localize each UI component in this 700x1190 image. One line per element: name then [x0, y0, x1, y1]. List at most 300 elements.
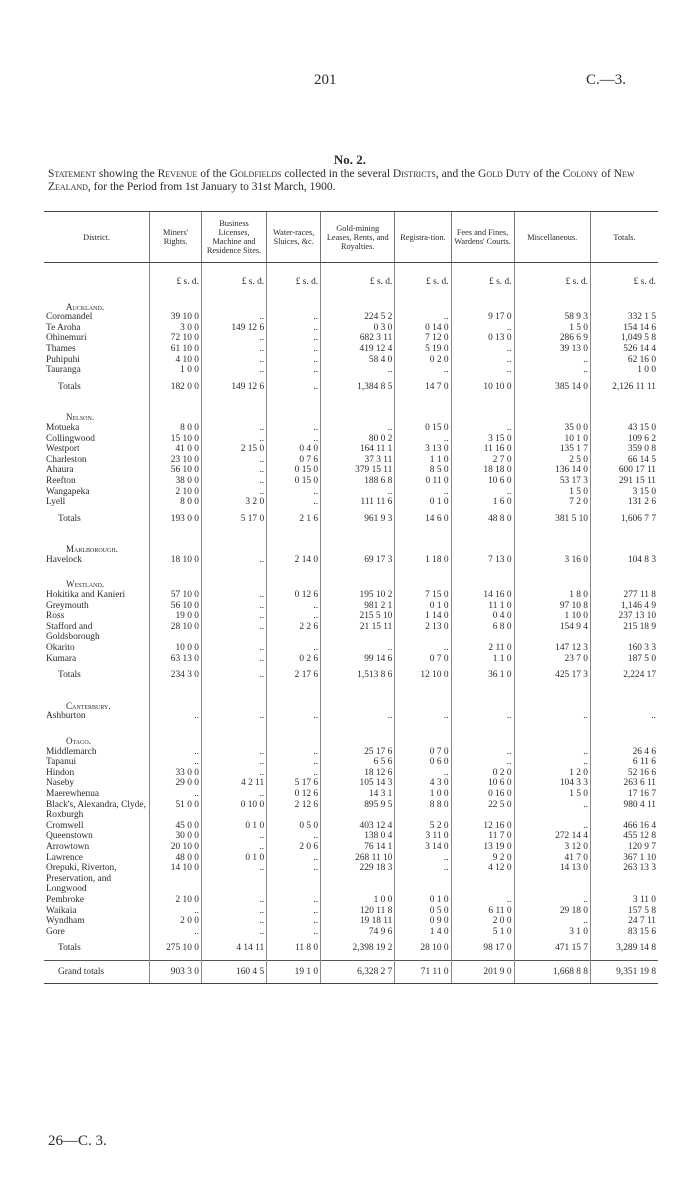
amount-cell: 0 4 0	[451, 611, 514, 622]
amount-cell: 33 0 0	[150, 768, 202, 779]
amount-cell	[514, 288, 590, 313]
table-row	[44, 555, 658, 566]
amount-cell: 24 7 11	[590, 916, 658, 927]
amount-cell: ..	[267, 497, 321, 508]
amount-cell: 1 5 0	[514, 323, 590, 334]
amount-cell: 195 10 2	[321, 590, 395, 601]
amount-cell: ..	[451, 487, 514, 498]
amount-cell: 135 1 7	[514, 444, 590, 455]
amount-cell: 895 9 5	[321, 800, 395, 821]
amount-cell: 98 17 0	[451, 937, 514, 960]
amount-cell: 1 0 0	[321, 895, 395, 906]
amount-cell: ..	[395, 853, 451, 864]
amount-cell: ..	[395, 312, 451, 323]
amount-cell: 7 2 0	[514, 497, 590, 508]
amount-cell: £ s. d.	[451, 263, 514, 288]
table-row	[44, 423, 658, 434]
amount-cell: 3 0 0	[150, 323, 202, 334]
amount-cell: 275 10 0	[150, 937, 202, 960]
amount-cell	[267, 288, 321, 313]
section-heading-row	[44, 565, 658, 590]
district-cell: Kumara	[46, 653, 77, 664]
amount-cell: 403 12 4	[321, 821, 395, 832]
amount-cell: ..	[201, 455, 266, 466]
amount-cell: 58 9 3	[514, 312, 590, 323]
amount-cell	[150, 565, 202, 590]
table-row	[44, 916, 658, 927]
district-cell: Collingwood	[46, 433, 95, 444]
amount-cell: 8 0 0	[150, 423, 202, 434]
table-row	[44, 768, 658, 779]
amount-cell	[150, 288, 202, 313]
table-row	[44, 497, 658, 508]
amount-cell	[451, 722, 514, 747]
amount-cell: 154 9 4	[514, 622, 590, 643]
amount-cell: 154 14 6	[590, 323, 658, 334]
amount-cell: 229 18 3	[321, 863, 395, 895]
amount-cell: 0 5 0	[267, 821, 321, 832]
district-cell: Lyell	[46, 497, 66, 508]
amount-cell: 37 3 11	[321, 455, 395, 466]
amount-cell: £ s. d.	[514, 263, 590, 288]
amount-cell: 0 2 6	[267, 654, 321, 665]
amount-cell	[395, 722, 451, 747]
amount-cell: 1 14 0	[395, 611, 451, 622]
amount-cell: 367 1 10	[590, 853, 658, 864]
column-header: Fees and Fines, Wardens' Courts.	[451, 212, 514, 263]
amount-cell: 0 15 0	[395, 423, 451, 434]
amount-cell: 2,126 11 11	[590, 376, 658, 399]
amount-cell: 56 10 0	[150, 601, 202, 612]
amount-cell: 359 0 8	[590, 444, 658, 455]
amount-cell: 62 16 0	[590, 355, 658, 366]
amount-cell: 1 10 0	[514, 611, 590, 622]
district-cell: Te Aroha	[46, 322, 81, 333]
amount-cell: 7 15 0	[395, 590, 451, 601]
amount-cell: 147 12 3	[514, 643, 590, 654]
table-header-row	[44, 212, 658, 263]
amount-cell: ..	[267, 601, 321, 612]
amount-cell: 36 1 0	[451, 664, 514, 687]
amount-cell: 29 0 0	[150, 778, 202, 789]
amount-cell	[590, 530, 658, 555]
amount-cell: 2 13 0	[395, 622, 451, 643]
district-cell: Tapanui	[46, 757, 77, 768]
totals-row	[44, 664, 658, 687]
table-row	[44, 757, 658, 768]
amount-cell: 0 1 0	[395, 601, 451, 612]
amount-cell: ..	[201, 906, 266, 917]
amount-cell	[451, 288, 514, 313]
amount-cell	[150, 687, 202, 712]
table-row	[44, 895, 658, 906]
amount-cell: 0 1 0	[201, 853, 266, 864]
amount-cell: ..	[590, 711, 658, 722]
amount-cell	[451, 398, 514, 423]
amount-cell: 2 15 0	[201, 444, 266, 455]
amount-cell: 3 13 0	[395, 444, 451, 455]
amount-cell: 14 10 0	[150, 863, 202, 895]
amount-cell	[451, 530, 514, 555]
caption-part: showing the	[95, 168, 158, 180]
amount-cell: ..	[514, 916, 590, 927]
amount-cell: 268 11 10	[321, 853, 395, 864]
amount-cell: 272 14 4	[514, 831, 590, 842]
amount-cell: 23 7 0	[514, 654, 590, 665]
amount-cell: 11 8 0	[267, 937, 321, 960]
district-cell: Okarito	[46, 643, 75, 654]
amount-cell: 14 13 0	[514, 863, 590, 895]
amount-cell	[321, 687, 395, 712]
amount-cell: 15 10 0	[150, 434, 202, 445]
amount-cell: 291 15 11	[590, 476, 658, 487]
amount-cell: 6 11 0	[451, 906, 514, 917]
caption-part: New Zealand	[48, 168, 635, 193]
amount-cell	[267, 398, 321, 423]
amount-cell: £ s. d.	[395, 263, 451, 288]
amount-cell: 149 12 6	[201, 323, 266, 334]
amount-cell: 4 12 0	[451, 863, 514, 895]
district-cell: Naseby	[46, 778, 75, 789]
amount-cell: ..	[201, 487, 266, 498]
amount-cell: ..	[321, 643, 395, 654]
amount-cell: 157 5 8	[590, 906, 658, 917]
amount-cell: 1 1 0	[451, 654, 514, 665]
amount-cell: ..	[201, 654, 266, 665]
amount-cell: 0 16 0	[451, 789, 514, 800]
amount-cell	[590, 288, 658, 313]
district-cell: Lawrence	[46, 852, 83, 863]
column-header: Miscellaneous.	[514, 212, 590, 263]
amount-cell: 187 5 0	[590, 654, 658, 665]
amount-cell: 3 14 0	[395, 842, 451, 853]
amount-cell: 8 8 0	[395, 800, 451, 821]
amount-cell	[267, 687, 321, 712]
amount-cell: 4 3 0	[395, 778, 451, 789]
section-heading-row	[44, 722, 658, 747]
amount-cell: ..	[150, 757, 202, 768]
amount-cell: ..	[514, 821, 590, 832]
amount-cell: 425 17 3	[514, 664, 590, 687]
amount-cell: ..	[150, 747, 202, 758]
amount-cell: 12 10 0	[395, 664, 451, 687]
table-row	[44, 906, 658, 917]
amount-cell: 5 1 0	[451, 927, 514, 938]
amount-cell: 14 6 0	[395, 508, 451, 531]
section-heading-row	[44, 687, 658, 712]
amount-cell: 48 0 0	[150, 853, 202, 864]
amount-cell	[321, 722, 395, 747]
amount-cell: 0 5 0	[395, 906, 451, 917]
amount-cell: 0 4 0	[267, 444, 321, 455]
amount-cell: 224 5 2	[321, 312, 395, 323]
amount-cell: ..	[201, 842, 266, 853]
totals-row	[44, 376, 658, 399]
table-row	[44, 476, 658, 487]
amount-cell: 104 8 3	[590, 555, 658, 566]
amount-cell: ..	[201, 590, 266, 601]
amount-cell: 5 17 6	[267, 778, 321, 789]
amount-cell: 215 5 10	[321, 611, 395, 622]
amount-cell: ..	[514, 895, 590, 906]
column-header: Gold-mining Leases, Rents, and Royalties.	[321, 212, 395, 263]
amount-cell: 23 10 0	[150, 455, 202, 466]
statement-number: No. 2.	[333, 152, 367, 167]
amount-cell: 1 4 0	[395, 927, 451, 938]
district-cell: Charleston	[46, 454, 87, 465]
caption-part: Revenue	[157, 168, 198, 180]
amount-cell: 1 5 0	[514, 789, 590, 800]
amount-cell: 14 16 0	[451, 590, 514, 601]
amount-cell: 0 1 0	[201, 821, 266, 832]
table-row	[44, 853, 658, 864]
amount-cell: 160 4 5	[201, 960, 266, 984]
amount-cell: ..	[267, 323, 321, 334]
amount-cell	[267, 722, 321, 747]
table-row	[44, 789, 658, 800]
amount-cell: 3 11 0	[395, 831, 451, 842]
amount-cell: ..	[201, 423, 266, 434]
amount-cell: ..	[267, 487, 321, 498]
amount-cell: 455 12 8	[590, 831, 658, 842]
units-row	[44, 263, 658, 288]
amount-cell: 2,224 17	[590, 664, 658, 687]
amount-cell: ..	[201, 863, 266, 895]
caption-part: Statement	[48, 168, 96, 180]
table-row	[44, 323, 658, 334]
caption-part: collected in the several	[281, 168, 393, 180]
caption-part: Goldfields	[229, 168, 282, 180]
amount-cell: 4 14 11	[201, 937, 266, 960]
amount-cell: ..	[451, 355, 514, 366]
amount-cell: 41 0 0	[150, 444, 202, 455]
amount-cell: 164 11 1	[321, 444, 395, 455]
amount-cell: ..	[267, 611, 321, 622]
amount-cell: 10 10 0	[451, 376, 514, 399]
amount-cell: 193 0 0	[150, 508, 202, 531]
amount-cell: 109 6 2	[590, 434, 658, 445]
amount-cell: 237 13 10	[590, 611, 658, 622]
amount-cell: 385 14 0	[514, 376, 590, 399]
amount-cell: 6 8 0	[451, 622, 514, 643]
table-row	[44, 654, 658, 665]
amount-cell: ..	[201, 643, 266, 654]
caption-part: of	[598, 168, 614, 180]
table-body	[44, 263, 658, 984]
amount-cell: 981 2 1	[321, 601, 395, 612]
amount-cell: 682 3 11	[321, 333, 395, 344]
amount-cell: 2 7 0	[451, 455, 514, 466]
district-cell: Gore	[46, 926, 65, 937]
amount-cell: £ s. d.	[321, 263, 395, 288]
amount-cell: 76 14 1	[321, 842, 395, 853]
amount-cell: 111 11 6	[321, 497, 395, 508]
totals-row	[44, 937, 658, 960]
page-number: 201	[314, 72, 337, 88]
amount-cell: 1 0 0	[395, 789, 451, 800]
amount-cell: 3 11 0	[590, 895, 658, 906]
amount-cell: 29 18 0	[514, 906, 590, 917]
amount-cell: 3 15 0	[590, 487, 658, 498]
amount-cell: 9 2 0	[451, 853, 514, 864]
amount-cell: 19 0 0	[150, 611, 202, 622]
table-row	[44, 455, 658, 466]
column-header: Totals.	[590, 212, 658, 263]
amount-cell: 10 0 0	[150, 643, 202, 654]
amount-cell: 1,049 5 8	[590, 333, 658, 344]
amount-cell	[201, 722, 266, 747]
district-cell: Middlemarch	[46, 746, 97, 757]
district-cell: Ross	[46, 611, 65, 622]
district-cell: Westport	[46, 444, 80, 455]
amount-cell	[201, 398, 266, 423]
amount-cell: 12 16 0	[451, 821, 514, 832]
amount-cell: 2 5 0	[514, 455, 590, 466]
amount-cell	[201, 288, 266, 313]
amount-cell: ..	[267, 853, 321, 864]
amount-cell: 419 12 4	[321, 344, 395, 355]
amount-cell: 105 14 3	[321, 778, 395, 789]
amount-cell: 0 7 0	[395, 747, 451, 758]
amount-cell: 471 15 7	[514, 937, 590, 960]
amount-cell	[150, 530, 202, 555]
table-row	[44, 487, 658, 498]
table-row	[44, 312, 658, 323]
amount-cell: 6 11 6	[590, 757, 658, 768]
amount-cell: 6 5 6	[321, 757, 395, 768]
amount-cell: 263 13 3	[590, 863, 658, 895]
amount-cell	[451, 687, 514, 712]
amount-cell: £ s. d.	[590, 263, 658, 288]
amount-cell: ..	[267, 355, 321, 366]
amount-cell: 381 5 10	[514, 508, 590, 531]
amount-cell: 41 7 0	[514, 853, 590, 864]
amount-cell	[514, 530, 590, 555]
amount-cell: ..	[150, 711, 202, 722]
amount-cell: ..	[267, 768, 321, 779]
table-row	[44, 821, 658, 832]
amount-cell: ..	[321, 487, 395, 498]
amount-cell: 11 7 0	[451, 831, 514, 842]
district-cell: Black's, Alexandra, Clyde, Roxburgh	[46, 799, 146, 821]
grand-totals-row	[44, 960, 658, 984]
amount-cell: 9,351 19 8	[590, 960, 658, 984]
amount-cell: 277 11 8	[590, 590, 658, 601]
amount-cell: 215 18 9	[590, 622, 658, 643]
amount-cell	[514, 565, 590, 590]
amount-cell: 43 15 0	[590, 423, 658, 434]
totals-row	[44, 508, 658, 531]
amount-cell: 0 9 0	[395, 916, 451, 927]
amount-cell	[590, 722, 658, 747]
district-cell: Cromwell	[46, 820, 84, 831]
table-row	[44, 434, 658, 445]
amount-cell: 25 17 6	[321, 747, 395, 758]
amount-cell: 63 13 0	[150, 654, 202, 665]
amount-cell	[395, 398, 451, 423]
table-row	[44, 831, 658, 842]
amount-cell: 3 12 0	[514, 842, 590, 853]
amount-cell: 2 14 0	[267, 555, 321, 566]
amount-cell: 0 12 6	[267, 590, 321, 601]
amount-cell: ..	[267, 376, 321, 399]
amount-cell: 0 3 0	[321, 323, 395, 334]
amount-cell: 961 9 3	[321, 508, 395, 531]
amount-cell: 11 16 0	[451, 444, 514, 455]
amount-cell: 38 0 0	[150, 476, 202, 487]
amount-cell: ..	[267, 906, 321, 917]
table-row	[44, 444, 658, 455]
amount-cell: 120 11 8	[321, 906, 395, 917]
amount-cell: 11 1 0	[451, 601, 514, 612]
caption-part: Colony	[562, 168, 599, 180]
amount-cell: 10 6 0	[451, 778, 514, 789]
amount-cell: 1 5 0	[514, 487, 590, 498]
amount-cell: 136 14 0	[514, 465, 590, 476]
table-row	[44, 601, 658, 612]
amount-cell: ..	[514, 747, 590, 758]
table-row	[44, 842, 658, 853]
district-cell: Totals	[58, 670, 81, 681]
amount-cell: ..	[321, 711, 395, 722]
district-cell: Pembroke	[46, 894, 85, 905]
district-cell: Thames	[46, 343, 76, 354]
amount-cell: 1 18 0	[395, 555, 451, 566]
amount-cell: 0 7 6	[267, 455, 321, 466]
district-cell: Totals	[58, 513, 81, 524]
amount-cell: 1 1 0	[395, 455, 451, 466]
amount-cell: 39 10 0	[150, 312, 202, 323]
amount-cell: 1 8 0	[514, 590, 590, 601]
amount-cell: ..	[201, 465, 266, 476]
amount-cell: 1 0 0	[590, 365, 658, 376]
amount-cell	[590, 687, 658, 712]
amount-cell: ..	[201, 789, 266, 800]
column-header: District.	[44, 212, 150, 263]
amount-cell: 0 7 0	[395, 654, 451, 665]
amount-cell: ..	[321, 365, 395, 376]
amount-cell: 18 12 6	[321, 768, 395, 779]
amount-cell: ..	[451, 747, 514, 758]
amount-cell: ..	[395, 863, 451, 895]
amount-cell: 980 4 11	[590, 800, 658, 821]
amount-cell: 3 2 0	[201, 497, 266, 508]
amount-cell: ..	[267, 747, 321, 758]
amount-cell: 600 17 11	[590, 465, 658, 476]
amount-cell: 97 10 8	[514, 601, 590, 612]
amount-cell: 83 15 6	[590, 927, 658, 938]
amount-cell	[201, 687, 266, 712]
caption-part: , and the	[435, 168, 479, 180]
amount-cell: ..	[267, 916, 321, 927]
amount-cell: ..	[201, 747, 266, 758]
table-row	[44, 800, 658, 821]
amount-cell	[267, 565, 321, 590]
amount-cell: 13 19 0	[451, 842, 514, 853]
amount-cell: 71 11 0	[395, 960, 451, 984]
amount-cell: 3 16 0	[514, 555, 590, 566]
amount-cell	[201, 565, 266, 590]
amount-cell	[395, 288, 451, 313]
district-cell: Westland.	[66, 579, 105, 590]
amount-cell	[590, 565, 658, 590]
amount-cell: 1,146 4 9	[590, 601, 658, 612]
amount-cell: 80 0 2	[321, 434, 395, 445]
amount-cell: 1,384 8 5	[321, 376, 395, 399]
amount-cell: 0 1 0	[395, 895, 451, 906]
amount-cell: 74 9 6	[321, 927, 395, 938]
amount-cell: ..	[267, 423, 321, 434]
